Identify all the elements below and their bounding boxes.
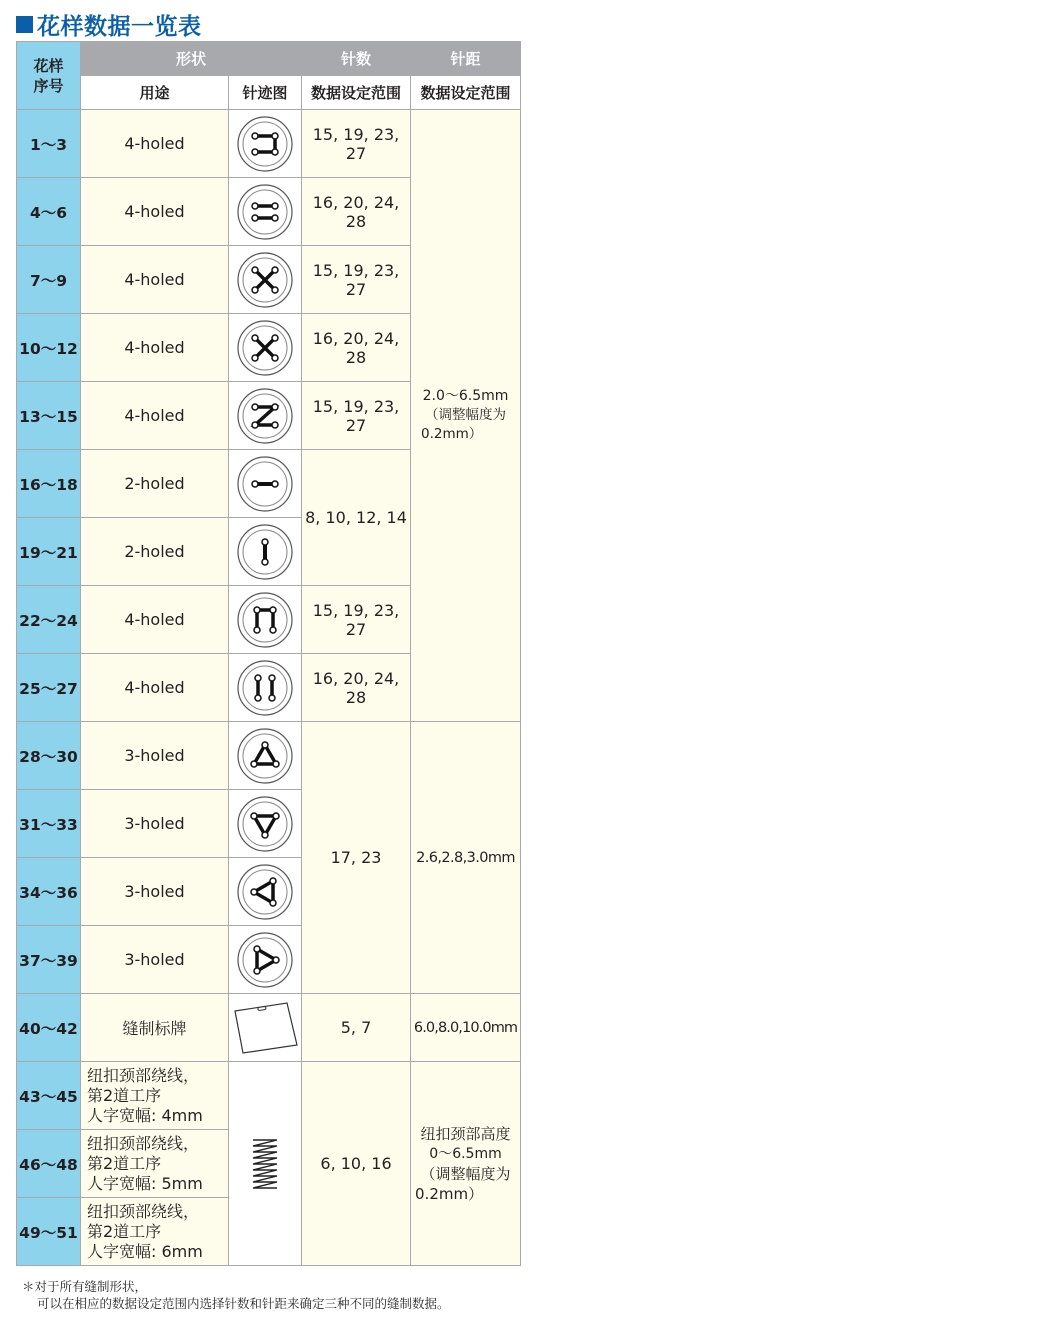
usage-line: 纽扣颈部绕线，	[87, 1065, 200, 1085]
page-title-text: 花样数据一览表	[37, 14, 202, 40]
button-4hole-parallel-icon	[236, 183, 294, 241]
pitch-line: 纽扣颈部高度	[420, 1124, 511, 1143]
pattern-no: 31～33	[17, 790, 81, 858]
stitch-count-cell: 17, 23	[302, 722, 411, 994]
pattern-no: 22～24	[17, 586, 81, 654]
stitch-count-cell: 16, 20, 24, 28	[302, 314, 411, 382]
stitch-diagram-cell	[229, 518, 302, 586]
usage-cell: 4-holed	[81, 178, 229, 246]
zigzag-shank-icon	[245, 1134, 285, 1194]
button-4hole-z-icon	[236, 387, 294, 445]
pattern-no: 28～30	[17, 722, 81, 790]
table-row	[17, 994, 521, 1062]
usage-line: 第2道工序	[87, 1085, 162, 1105]
table-row	[17, 1062, 521, 1130]
footnote	[22, 1278, 450, 1312]
stitch-pitch-cell: 2.6,2.8,3.0mm	[411, 722, 521, 994]
stitch-count-cell: 16, 20, 24, 28	[302, 654, 411, 722]
stitch-diagram-cell	[229, 450, 302, 518]
label-tag-icon	[231, 999, 299, 1057]
header-stitch-diagram: 针迹图	[229, 76, 302, 110]
pattern-no: 10～12	[17, 314, 81, 382]
pattern-no: 13～15	[17, 382, 81, 450]
pitch-line: （调整幅度为	[420, 1164, 511, 1183]
usage-cell: 缝制标牌	[81, 994, 229, 1062]
usage-line: 人字宽幅: 4mm	[87, 1105, 203, 1125]
stitch-count-cell: 15, 19, 23, 27	[302, 382, 411, 450]
usage-cell: 2-holed	[81, 518, 229, 586]
pattern-no: 7～9	[17, 246, 81, 314]
header-count-range: 数据设定范围	[302, 76, 411, 110]
pattern-no: 34～36	[17, 858, 81, 926]
button-4hole-vertical-icon	[236, 659, 294, 717]
footnote-line-1: ＊对于所有缝制形状，	[22, 1279, 148, 1294]
usage-line: 纽扣颈部绕线，	[87, 1201, 200, 1221]
button-3hole-up-icon	[236, 727, 294, 785]
button-3hole-left-icon	[236, 863, 294, 921]
stitch-count-cell: 5, 7	[302, 994, 411, 1062]
usage-line: 纽扣颈部绕线，	[87, 1133, 200, 1153]
header-pitch-range: 数据设定范围	[411, 76, 521, 110]
header-pattern-no-line: 花样	[33, 56, 64, 75]
usage-cell: 4-holed	[81, 314, 229, 382]
pattern-no: 25～27	[17, 654, 81, 722]
stitch-diagram-cell	[229, 994, 302, 1062]
stitch-diagram-cell	[229, 858, 302, 926]
header-pattern-no-label	[17, 56, 80, 96]
usage-line: 人字宽幅: 5mm	[87, 1173, 203, 1193]
stitch-diagram-cell	[229, 722, 302, 790]
usage-cell: 4-holed	[81, 246, 229, 314]
pattern-no: 4～6	[17, 178, 81, 246]
button-3hole-right-icon	[236, 931, 294, 989]
usage-cell: 3-holed	[81, 790, 229, 858]
button-4hole-cross-icon	[236, 251, 294, 309]
usage-cell	[81, 1130, 229, 1198]
usage-line: 第2道工序	[87, 1153, 162, 1173]
header-shape: 形状	[81, 42, 302, 76]
header-stitch-count: 针数	[302, 42, 411, 76]
button-4hole-u-icon	[236, 115, 294, 173]
stitch-diagram-cell	[229, 246, 302, 314]
page-title	[16, 8, 202, 41]
stitch-count-cell: 6, 10, 16	[302, 1062, 411, 1266]
pattern-no: 16～18	[17, 450, 81, 518]
stitch-count-cell: 15, 19, 23, 27	[302, 246, 411, 314]
button-2hole-horizontal-icon	[236, 455, 294, 513]
usage-cell: 3-holed	[81, 722, 229, 790]
stitch-pitch-cell: 6.0,8.0,10.0mm	[411, 994, 521, 1062]
pattern-no: 43～45	[17, 1062, 81, 1130]
button-3hole-down-icon	[236, 795, 294, 853]
usage-cell	[81, 1062, 229, 1130]
stitch-diagram-cell	[229, 586, 302, 654]
stitch-diagram-cell	[229, 926, 302, 994]
square-bullet-icon	[16, 16, 33, 33]
usage-line: 第2道工序	[87, 1221, 162, 1241]
usage-cell: 4-holed	[81, 382, 229, 450]
usage-cell: 4-holed	[81, 110, 229, 178]
usage-line: 人字宽幅: 6mm	[87, 1241, 203, 1261]
usage-cell: 3-holed	[81, 926, 229, 994]
pitch-line: 0.2mm）	[415, 1184, 484, 1203]
stitch-diagram-cell	[229, 790, 302, 858]
stitch-diagram-cell	[229, 1062, 302, 1266]
stitch-diagram-cell	[229, 654, 302, 722]
pattern-data-table	[16, 41, 521, 1266]
table-row	[17, 722, 521, 790]
usage-cell: 4-holed	[81, 654, 229, 722]
pattern-no: 19～21	[17, 518, 81, 586]
pattern-no: 46～48	[17, 1130, 81, 1198]
stitch-diagram-cell	[229, 382, 302, 450]
header-stitch-pitch: 针距	[411, 42, 521, 76]
pattern-no: 49～51	[17, 1198, 81, 1266]
header-pattern-no-line: 序号	[33, 76, 64, 95]
stitch-pitch-cell	[411, 110, 521, 722]
pattern-no: 37～39	[17, 926, 81, 994]
pitch-line: 0.2mm）	[421, 426, 483, 442]
header-usage: 用途	[81, 76, 229, 110]
stitch-count-cell: 8, 10, 12, 14	[302, 450, 411, 586]
stitch-count-cell: 15, 19, 23, 27	[302, 110, 411, 178]
stitch-diagram-cell	[229, 110, 302, 178]
stitch-count-cell: 15, 19, 23, 27	[302, 586, 411, 654]
footnote-line-2: 可以在相应的数据设定范围内选择针数和针距来确定三种不同的缝制数据。	[37, 1296, 450, 1311]
stitch-count-cell: 16, 20, 24, 28	[302, 178, 411, 246]
button-4hole-n-icon	[236, 591, 294, 649]
usage-cell: 3-holed	[81, 858, 229, 926]
pitch-line: （调整幅度为	[425, 407, 507, 423]
button-4hole-cross-icon	[236, 319, 294, 377]
pattern-no: 40～42	[17, 994, 81, 1062]
usage-cell: 4-holed	[81, 586, 229, 654]
usage-cell	[81, 1198, 229, 1266]
stitch-diagram-cell	[229, 178, 302, 246]
stitch-diagram-cell	[229, 314, 302, 382]
header-pattern-no	[17, 42, 81, 110]
usage-cell: 2-holed	[81, 450, 229, 518]
pitch-line: 2.0～6.5mm	[422, 388, 509, 404]
button-2hole-vertical-icon	[236, 523, 294, 581]
table-row	[17, 110, 521, 178]
pattern-no: 1～3	[17, 110, 81, 178]
pitch-line: 0～6.5mm	[429, 1145, 502, 1162]
stitch-pitch-cell	[411, 1062, 521, 1266]
